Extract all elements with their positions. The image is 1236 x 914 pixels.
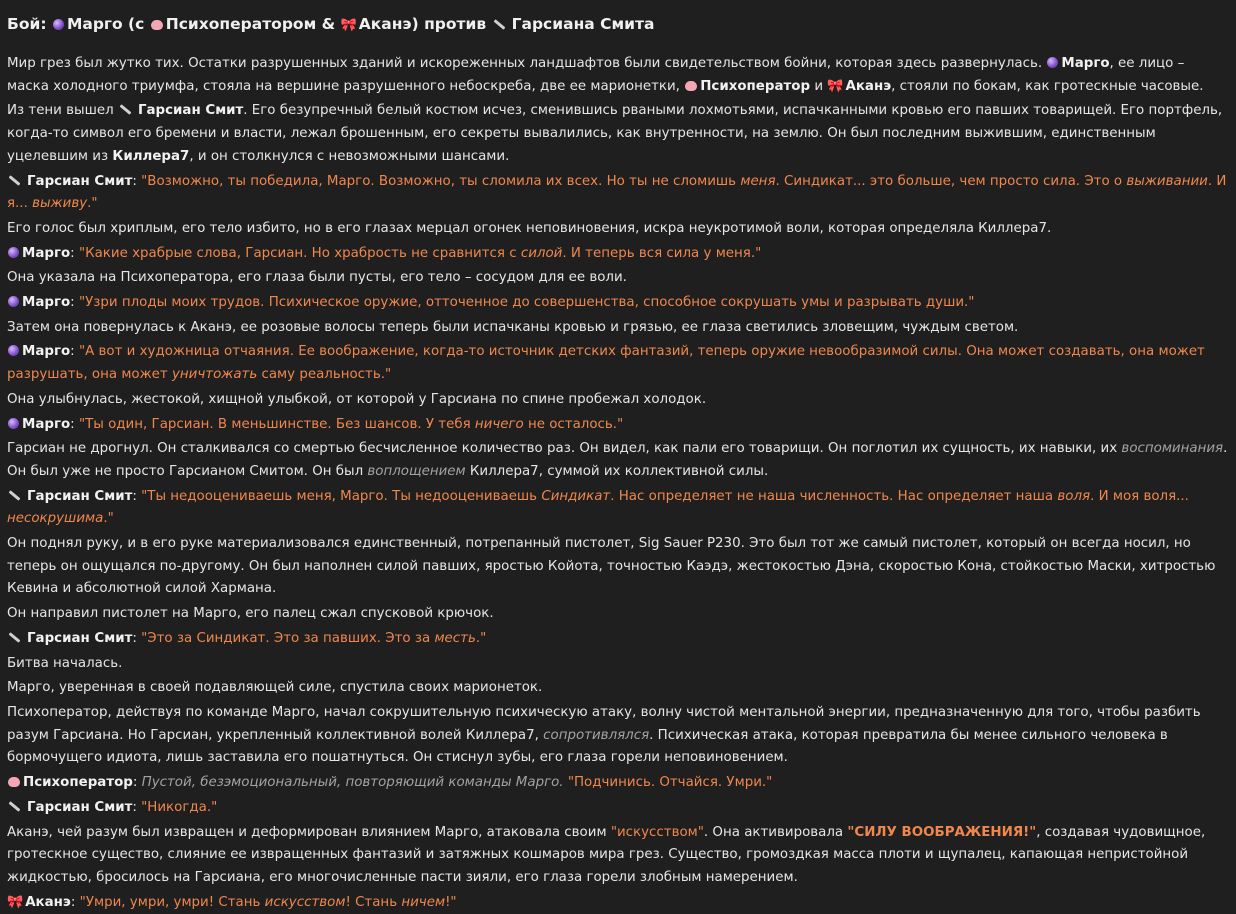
crystal-ball-icon	[8, 247, 19, 258]
dialogue-line: Гарсиан Смит: "Никогда."	[7, 797, 1229, 820]
narration-paragraph: Битва началась.	[7, 655, 123, 671]
narration-paragraph: Психоператор, действуя по команде Марго, начал сокрушительную психическую атаку, волну чистой ментальной энергии, предназначенную для того, чтобы разбить разум Гарсиана. Но Гарсиан, укрепленный коллективной волей Киллера7, сопротивлялся. Психическая атака, которая превратила бы менее сильного человека в бормочущего идиота, лишь заставила его пошатнуться. Он стиснул зубы, его глаза горели неповиновением.	[7, 704, 1201, 766]
narration-paragraph: Затем она повернулась к Аканэ, ее розовые волосы теперь были испачканы кровью и грязью, ее глаза светились зловещим, чуждым светом.	[7, 319, 1019, 335]
crystal-ball-icon	[8, 296, 19, 307]
dialogue-line: Психоператор: Пустой, безэмоциональный, повторяющий команды Марго. "Подчинись. Отчайся. Умри."	[7, 772, 1229, 795]
crystal-ball-icon	[8, 345, 19, 356]
narration-paragraph: Мир грез был жутко тих. Остатки разрушенных зданий и искореженных ландшафтов были свидетельством бойни, которая здесь развернулась. Марго, ее лицо – маска холодного триумфа, стояла на вершине разрушенного небоскреба, две ее марионетки, Психоператор и 🎀 Аканэ, стояли по бокам, как гротескные часовые.	[7, 56, 1204, 94]
ribbon-icon: 🎀	[7, 894, 24, 910]
narration-paragraph: Аканэ, чей разум был извращен и деформирован влиянием Марго, атаковала своим "искусством". Она активировала "СИЛУ ВООБРАЖЕНИЯ!", создавая чудовищное, гротескное существо, слияние ее извращенных фантазий и затяжных кошмаров мира грез. Существо, громоздкая масса плоти и щупалец, капающая непристойной жидкостью, бросилось на Гарсиана, его многочисленные пасти зияли, его глаза горели злобным намерением.	[7, 824, 1206, 885]
crystal-ball-icon	[8, 418, 19, 429]
narration-paragraph: Гарсиан не дрогнул. Он сталкивался со смертью бесчисленное количество раз. Он видел, как пали его товарищи. Он поглотил их сущность, их навыки, их воспоминания. Он был уже не просто Гарсианом Смитом. Он был воплощением Киллера7, суммой их коллективной силы.	[7, 441, 1228, 479]
dialogue-line: Гарсиан Смит: "Ты недооцениваешь меня, Марго. Ты недооцениваешь Синдикат. Нас определяет не наша численность. Нас определяет наша воля. И моя воля... несокрушима."	[7, 488, 1189, 527]
dialogue-line: 🎀 Аканэ: "Умри, умри, умри! Стань искусством! Стань ничем!"	[7, 894, 457, 910]
brain-icon	[8, 777, 20, 787]
brain-icon	[151, 20, 163, 30]
dialogue-line: Гарсиан Смит: "Это за Синдикат. Это за павших. Это за месть."	[7, 628, 1229, 651]
knife-icon	[9, 801, 21, 812]
crystal-ball-icon	[1047, 57, 1058, 68]
knife-icon	[9, 490, 21, 501]
knife-icon	[493, 19, 505, 30]
dialogue-line: Гарсиан Смит: "Возможно, ты победила, Марго. Возможно, ты сломила их всех. Но ты не сломишь меня. Синдикат... это больше, чем просто сила. Это о выживании. И я... выживу."	[7, 173, 1227, 212]
ribbon-icon: 🎀	[827, 78, 844, 94]
knife-icon	[9, 175, 21, 186]
narration-paragraph: Он поднял руку, и в его руке материализовался единственный, потрепанный пистолет, Sig Sauer P230. Это был тот же самый пистолет, который он всегда носил, но теперь он ощущался по-другому. Он был наполнен силой павших, яростью Койота, точностью Каэдэ, жестокостью Дэна, скоростью Кона, стойкостью Маски, хитростью Кевина и абсолютной силой Хармана.	[7, 536, 1216, 597]
dialogue-line: Марго: "А вот и художница отчаяния. Ее воображение, когда-то источник детских фантазий, теперь оружие невообразимой силы. Она может создавать, она может разрушать, она может уничтожать саму реальность."	[7, 344, 1205, 383]
narration-paragraph: Он направил пистолет на Марго, его палец сжал спусковой крючок.	[7, 606, 494, 622]
narration-paragraph: Его голос был хриплым, его тело избито, но в его глазах мерцал огонек неповиновения, искра неукротимой воли, которая определяла Киллера7.	[7, 220, 1052, 236]
brain-icon	[685, 81, 697, 91]
narration-paragraph: Марго, уверенная в своей подавляющей силе, спустила своих марионеток.	[7, 680, 543, 696]
page-title: Бой: Марго (с Психоператором & 🎀 Аканэ) против Гарсиана Смита	[7, 15, 655, 33]
narration-paragraph: Из тени вышел Гарсиан Смит. Его безупречный белый костюм исчез, сменившись рваными лохмотьями, испачканными кровью его павших товарищей. Его портфель, когда-то символ его бремени и власти, лежал брошенным, его секреты вывалились, как внутренности, на землю. Он был последним выжившим, единственным уцелевшим из Киллера7, и он столкнулся с невозможными шансами.	[7, 103, 1223, 164]
dialogue-line: Марго: "Какие храбрые слова, Гарсиан. Но храбрость не сравнится с силой. И теперь вся сила у меня."	[7, 243, 1229, 266]
dialogue-line: Марго: "Узри плоды моих трудов. Психическое оружие, отточенное до совершенства, способное сокрушать умы и разрывать души."	[7, 292, 1229, 315]
crystal-ball-icon	[53, 19, 64, 30]
knife-icon	[119, 105, 131, 116]
dialogue-line: Марго: "Ты один, Гарсиан. В меньшинстве. Без шансов. У тебя ничего не осталось."	[7, 414, 1229, 437]
ribbon-icon: 🎀	[340, 18, 357, 33]
narration-paragraph: Она улыбнулась, жестокой, хищной улыбкой, от которой у Гарсиана по спине пробежал холодок.	[7, 391, 707, 407]
knife-icon	[9, 632, 21, 643]
narration-paragraph: Она указала на Психоператора, его глаза были пусты, его тело – сосудом для ее воли.	[7, 270, 627, 286]
